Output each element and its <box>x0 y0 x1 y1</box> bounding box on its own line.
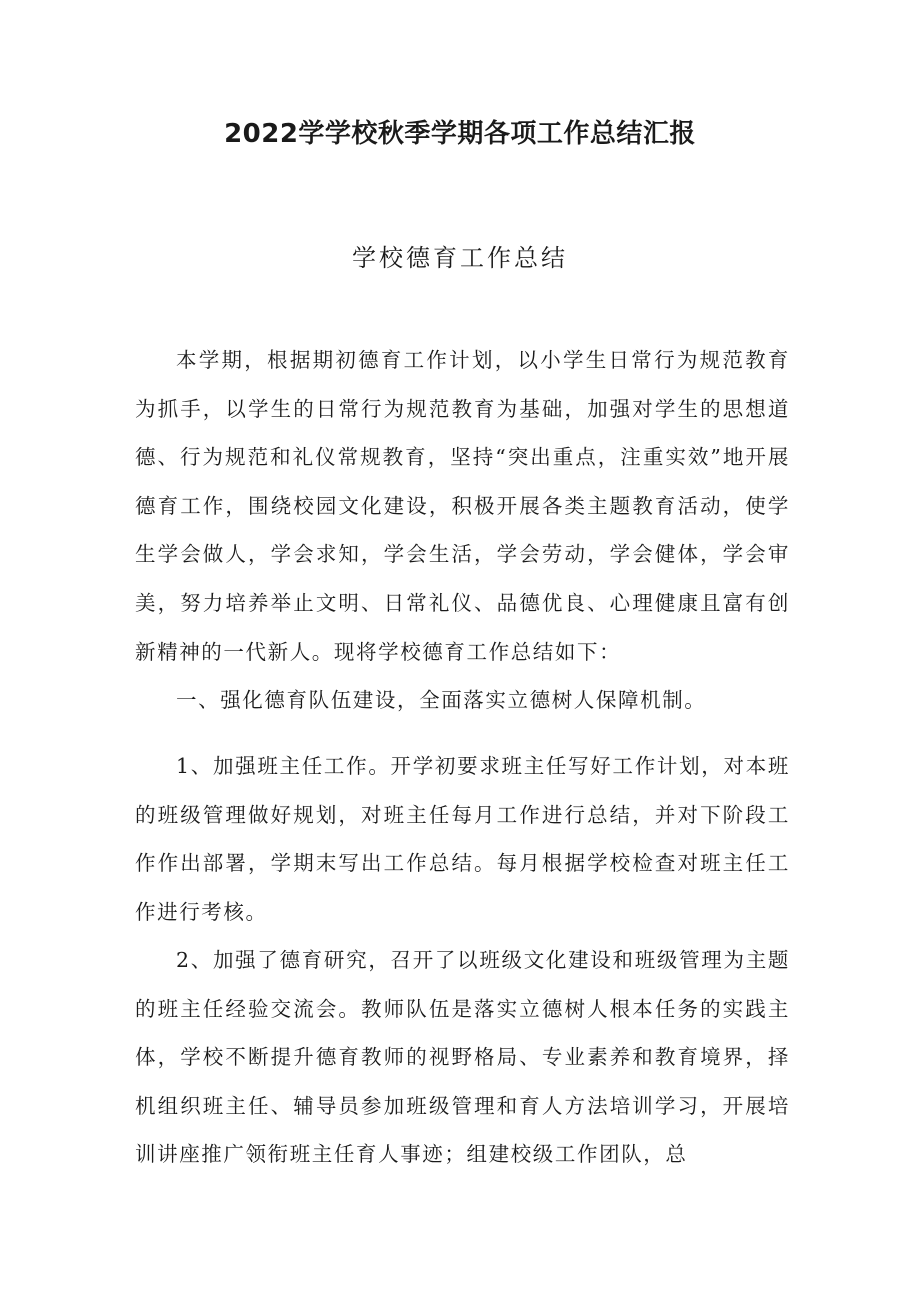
item-one-paragraph: 1、加强班主任工作。开学初要求班主任写好工作计划，对本班的班级管理做好规划，对班主任每月工作进行总结，并对下阶段工作作出部署，学期末写出工作总结。每月根据学校检查对班主任工作进行考核。 <box>135 754 790 924</box>
intro-paragraph: 本学期，根据期初德育工作计划，以小学生日常行为规范教育为抓手，以学生的日常行为规范教育为基础，加强对学生的思想道德、行为规范和礼仪常规教育，坚持“突出重点，注重实效”地开展德育工作，围绕校园文化建设，积极开展各类主题教育活动，使学生学会做人，学会求知，学会生活，学会劳动，学会健体，学会审美，努力培养举止文明、日常礼仪、品德优良、心理健康且富有创新精神的一代新人。现将学校德育工作总结如下： <box>135 348 790 664</box>
document-title: 2022学学校秋季学期各项工作总结汇报 <box>224 119 696 149</box>
item-two-paragraph: 2、加强了德育研究，召开了以班级文化建设和班级管理为主题的班主任经验交流会。教师队伍是落实立德树人根本任务的实践主体，学校不断提升德育教师的视野格局、专业素养和教育境界，择机组织班主任、辅导员参加班级管理和育人方法培训学习，开展培训讲座推广领衔班主任育人事迹；组建校级工作团队，总 <box>135 948 790 1167</box>
subheading-one: 一、强化德育队伍建设，全面落实立德树人保障机制。 <box>176 688 707 712</box>
section-title: 学校德育工作总结 <box>352 244 568 272</box>
